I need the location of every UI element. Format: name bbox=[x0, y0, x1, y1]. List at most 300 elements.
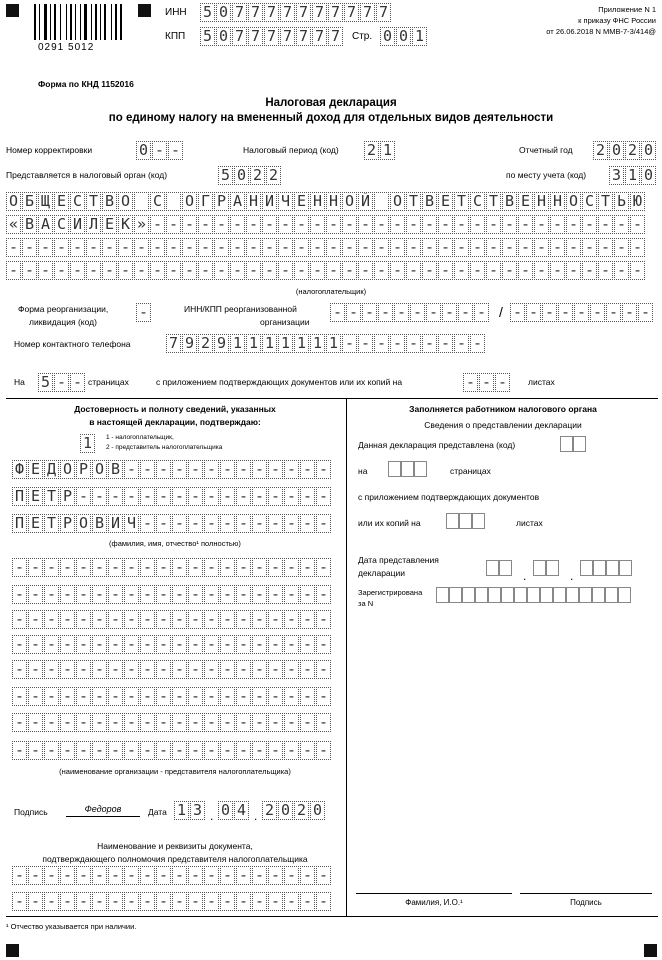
char-cell: - bbox=[454, 334, 469, 353]
phone-label: Номер контактного телефона bbox=[14, 339, 131, 349]
date-year-field[interactable] bbox=[262, 801, 326, 820]
char-cell: - bbox=[236, 892, 251, 911]
empty-cell bbox=[619, 560, 632, 576]
char-cell: - bbox=[204, 585, 219, 604]
signer-option-2: 2 - представитель налогоплательщика bbox=[106, 444, 223, 451]
char-cell: - bbox=[12, 866, 27, 885]
empty-cell bbox=[446, 513, 459, 529]
date-submit-label-2: декларации bbox=[358, 568, 406, 578]
char-cell: - bbox=[534, 261, 549, 280]
char-cell: - bbox=[300, 741, 315, 760]
taxpayer-row-3[interactable] bbox=[6, 238, 646, 257]
char-cell: - bbox=[330, 303, 345, 322]
char-cell: 0 bbox=[641, 166, 656, 185]
char-cell: - bbox=[558, 303, 573, 322]
char-cell: - bbox=[124, 660, 139, 679]
pages-field[interactable] bbox=[38, 373, 86, 392]
barcode-bar bbox=[70, 4, 72, 40]
char-cell: - bbox=[310, 238, 325, 257]
submit-day-field[interactable] bbox=[486, 560, 512, 576]
char-cell: - bbox=[60, 741, 75, 760]
char-cell: - bbox=[326, 215, 341, 234]
authority-field[interactable] bbox=[218, 166, 282, 185]
char-cell: - bbox=[76, 713, 91, 732]
char-cell: - bbox=[342, 334, 357, 353]
char-cell: - bbox=[470, 238, 485, 257]
char-cell: - bbox=[70, 373, 85, 392]
inn-field[interactable] bbox=[200, 3, 392, 22]
char-cell: - bbox=[60, 866, 75, 885]
empty-cell bbox=[546, 560, 559, 576]
char-cell: Е bbox=[54, 192, 69, 211]
char-cell: - bbox=[236, 687, 251, 706]
date-dot: . bbox=[210, 809, 214, 823]
char-cell: - bbox=[198, 215, 213, 234]
barcode-bar bbox=[84, 4, 87, 40]
char-cell: - bbox=[182, 261, 197, 280]
char-cell: - bbox=[214, 238, 229, 257]
char-cell: - bbox=[236, 514, 251, 533]
char-cell: - bbox=[12, 892, 27, 911]
kpp-field[interactable] bbox=[200, 27, 344, 46]
sign-label: Подпись bbox=[570, 898, 602, 907]
char-cell: - bbox=[378, 303, 393, 322]
empty-cell bbox=[436, 587, 449, 603]
char-cell: - bbox=[220, 610, 235, 629]
correction-field[interactable] bbox=[136, 141, 184, 160]
submitted-code-field[interactable] bbox=[560, 436, 586, 452]
char-cell: - bbox=[22, 238, 37, 257]
char-cell: - bbox=[172, 660, 187, 679]
char-cell: - bbox=[172, 687, 187, 706]
taxpayer-row-2[interactable] bbox=[6, 215, 646, 234]
char-cell: О bbox=[76, 514, 91, 533]
char-cell: - bbox=[92, 660, 107, 679]
char-cell: 7 bbox=[312, 3, 327, 22]
empty-cell bbox=[579, 587, 592, 603]
char-cell: - bbox=[134, 261, 149, 280]
char-cell bbox=[166, 192, 181, 211]
empty-cell bbox=[499, 560, 512, 576]
char-cell: - bbox=[54, 373, 69, 392]
char-cell: - bbox=[300, 558, 315, 577]
attach-sheets-field[interactable] bbox=[463, 373, 511, 392]
char-cell: О bbox=[342, 192, 357, 211]
char-cell: - bbox=[300, 713, 315, 732]
char-cell: - bbox=[124, 687, 139, 706]
char-cell: 4 bbox=[234, 801, 249, 820]
empty-cell bbox=[401, 461, 414, 477]
name-caption: (фамилия, имя, отчество¹ полностью) bbox=[109, 539, 241, 548]
doc-caption-2: подтверждающего полномочия представителя налогоплательщика bbox=[42, 854, 308, 864]
char-cell: - bbox=[284, 487, 299, 506]
char-cell: Б bbox=[22, 192, 37, 211]
char-cell: - bbox=[294, 261, 309, 280]
char-cell: - bbox=[390, 261, 405, 280]
char-cell: - bbox=[60, 585, 75, 604]
char-cell: - bbox=[172, 460, 187, 479]
char-cell: - bbox=[316, 713, 331, 732]
char-cell: - bbox=[284, 892, 299, 911]
date-dot: . bbox=[570, 569, 574, 583]
doc-row[interactable] bbox=[12, 892, 332, 911]
char-cell: - bbox=[76, 585, 91, 604]
char-cell: 7 bbox=[296, 3, 311, 22]
char-cell: - bbox=[140, 687, 155, 706]
char-cell: - bbox=[124, 741, 139, 760]
empty-cell bbox=[566, 587, 579, 603]
char-cell: - bbox=[220, 866, 235, 885]
char-cell: - bbox=[294, 238, 309, 257]
reorg-kpp-field[interactable] bbox=[510, 303, 654, 322]
char-cell: 0 bbox=[234, 166, 249, 185]
char-cell: - bbox=[316, 866, 331, 885]
char-cell: 1 bbox=[230, 334, 245, 353]
submit-month-field[interactable] bbox=[533, 560, 559, 576]
char-cell: - bbox=[470, 334, 485, 353]
char-cell: - bbox=[182, 215, 197, 234]
char-cell: - bbox=[108, 866, 123, 885]
corner-marker bbox=[644, 944, 657, 957]
char-cell: - bbox=[188, 866, 203, 885]
char-cell: - bbox=[156, 892, 171, 911]
char-cell: - bbox=[214, 261, 229, 280]
char-cell: 1 bbox=[625, 166, 640, 185]
empty-cell bbox=[462, 587, 475, 603]
page-label: Стр. bbox=[352, 31, 373, 42]
on-label: на bbox=[358, 466, 368, 476]
char-cell: 9 bbox=[214, 334, 229, 353]
char-cell: - bbox=[358, 334, 373, 353]
char-cell: - bbox=[76, 610, 91, 629]
reorg-inn-field[interactable] bbox=[330, 303, 490, 322]
char-cell: - bbox=[76, 635, 91, 654]
char-cell: - bbox=[566, 261, 581, 280]
char-cell: 7 bbox=[166, 334, 181, 353]
char-cell: - bbox=[268, 892, 283, 911]
signature-label: Подпись bbox=[14, 807, 48, 817]
char-cell: - bbox=[502, 261, 517, 280]
char-cell: 0 bbox=[216, 27, 231, 46]
char-cell: - bbox=[204, 635, 219, 654]
right-heading: Заполняется работником налогового органа bbox=[409, 404, 597, 414]
char-cell: - bbox=[156, 487, 171, 506]
char-cell: - bbox=[550, 261, 565, 280]
char-cell: - bbox=[374, 215, 389, 234]
char-cell: - bbox=[252, 635, 267, 654]
char-cell: « bbox=[6, 215, 21, 234]
doc-caption-1: Наименование и реквизиты документа, bbox=[97, 841, 253, 851]
char-cell: » bbox=[134, 215, 149, 234]
reg-number-field[interactable] bbox=[436, 587, 631, 603]
char-cell: - bbox=[284, 713, 299, 732]
char-cell: - bbox=[102, 261, 117, 280]
char-cell: - bbox=[566, 215, 581, 234]
char-cell: - bbox=[12, 660, 27, 679]
year-field[interactable] bbox=[593, 141, 657, 160]
char-cell: Т bbox=[454, 192, 469, 211]
char-cell: - bbox=[188, 460, 203, 479]
char-cell: - bbox=[300, 892, 315, 911]
char-cell: - bbox=[550, 238, 565, 257]
char-cell: - bbox=[118, 261, 133, 280]
char-cell: О bbox=[390, 192, 405, 211]
char-cell: 1 bbox=[310, 334, 325, 353]
right-pages-field[interactable] bbox=[388, 461, 427, 477]
char-cell: 7 bbox=[296, 27, 311, 46]
signature-line bbox=[66, 816, 140, 817]
char-cell: 3 bbox=[609, 166, 624, 185]
char-cell: - bbox=[166, 215, 181, 234]
taxpayer-row-1[interactable] bbox=[6, 192, 646, 211]
char-cell: Ф bbox=[12, 460, 27, 479]
char-cell: - bbox=[614, 215, 629, 234]
char-cell: В bbox=[502, 192, 517, 211]
char-cell: - bbox=[166, 261, 181, 280]
authority-label: Представляется в налоговый орган (код) bbox=[6, 170, 168, 180]
char-cell: - bbox=[156, 660, 171, 679]
empty-cell bbox=[573, 436, 586, 452]
rep-org-row[interactable] bbox=[12, 558, 332, 577]
char-cell: - bbox=[22, 261, 37, 280]
signature-value: Федоров bbox=[84, 804, 122, 814]
char-cell: - bbox=[470, 215, 485, 234]
char-cell: - bbox=[76, 741, 91, 760]
rep-org-row[interactable] bbox=[12, 635, 332, 654]
char-cell: П bbox=[12, 487, 27, 506]
char-cell: - bbox=[406, 261, 421, 280]
char-cell: 5 bbox=[38, 373, 53, 392]
char-cell: - bbox=[284, 558, 299, 577]
char-cell: - bbox=[28, 892, 43, 911]
char-cell: Л bbox=[86, 215, 101, 234]
char-cell: - bbox=[310, 215, 325, 234]
char-cell: Т bbox=[44, 487, 59, 506]
submitted-label: Данная декларация представлена (код) bbox=[358, 440, 516, 450]
char-cell: 0 bbox=[136, 141, 151, 160]
inn-label: ИНН bbox=[165, 7, 187, 18]
reorg-inn-label-2: организации bbox=[260, 317, 310, 327]
rep-org-row[interactable] bbox=[12, 585, 332, 604]
barcode-number: 0291 5012 bbox=[38, 42, 95, 53]
char-cell: - bbox=[638, 303, 653, 322]
char-cell: - bbox=[60, 558, 75, 577]
char-cell: - bbox=[38, 238, 53, 257]
char-cell: И bbox=[70, 215, 85, 234]
char-cell: - bbox=[172, 585, 187, 604]
char-cell: - bbox=[316, 460, 331, 479]
corner-marker bbox=[6, 4, 19, 17]
char-cell: - bbox=[12, 585, 27, 604]
location-field[interactable] bbox=[609, 166, 657, 185]
copies-label: или их копий на bbox=[358, 518, 421, 528]
char-cell: - bbox=[252, 610, 267, 629]
page-number-field[interactable] bbox=[380, 27, 428, 46]
rep-org-row[interactable] bbox=[12, 660, 332, 679]
char-cell: В bbox=[108, 460, 123, 479]
signer-code-field[interactable] bbox=[80, 434, 96, 453]
char-cell: - bbox=[220, 460, 235, 479]
char-cell: 3 bbox=[190, 801, 205, 820]
char-cell: - bbox=[502, 238, 517, 257]
char-cell: - bbox=[108, 713, 123, 732]
char-cell: - bbox=[140, 460, 155, 479]
char-cell: - bbox=[390, 238, 405, 257]
char-cell: - bbox=[278, 215, 293, 234]
char-cell: О bbox=[60, 460, 75, 479]
slash-separator: / bbox=[499, 304, 503, 320]
empty-cell bbox=[606, 560, 619, 576]
char-cell: Й bbox=[358, 192, 373, 211]
barcode-bar bbox=[95, 4, 97, 40]
char-cell: - bbox=[300, 635, 315, 654]
char-cell: - bbox=[294, 215, 309, 234]
char-cell: - bbox=[252, 487, 267, 506]
char-cell: - bbox=[172, 514, 187, 533]
char-cell: - bbox=[140, 660, 155, 679]
char-cell: - bbox=[278, 261, 293, 280]
char-cell: Р bbox=[214, 192, 229, 211]
char-cell: 7 bbox=[280, 27, 295, 46]
char-cell: - bbox=[60, 610, 75, 629]
char-cell: Р bbox=[76, 460, 91, 479]
patronymic-field[interactable] bbox=[12, 514, 332, 533]
char-cell: - bbox=[495, 373, 510, 392]
taxpayer-row-4[interactable] bbox=[6, 261, 646, 280]
char-cell: - bbox=[44, 558, 59, 577]
char-cell: - bbox=[44, 635, 59, 654]
rep-org-row[interactable] bbox=[12, 741, 332, 760]
barcode-bar bbox=[104, 4, 106, 40]
char-cell: - bbox=[188, 610, 203, 629]
char-cell: - bbox=[252, 687, 267, 706]
char-cell: - bbox=[198, 238, 213, 257]
empty-cell bbox=[553, 587, 566, 603]
char-cell: - bbox=[246, 215, 261, 234]
char-cell: - bbox=[326, 238, 341, 257]
char-cell: - bbox=[630, 238, 645, 257]
appendix-line-1: Приложение N 1 bbox=[598, 5, 656, 14]
char-cell: С bbox=[470, 192, 485, 211]
char-cell: - bbox=[44, 610, 59, 629]
char-cell: - bbox=[463, 373, 478, 392]
char-cell: - bbox=[12, 558, 27, 577]
char-cell: - bbox=[566, 238, 581, 257]
char-cell: 7 bbox=[312, 27, 327, 46]
char-cell: - bbox=[140, 610, 155, 629]
doc-row[interactable] bbox=[12, 866, 332, 885]
reorg-code-field[interactable] bbox=[136, 303, 152, 322]
char-cell: 7 bbox=[376, 3, 391, 22]
char-cell: - bbox=[188, 635, 203, 654]
left-heading-1: Достоверность и полноту сведений, указанных bbox=[74, 404, 276, 414]
char-cell: - bbox=[44, 866, 59, 885]
char-cell: 0 bbox=[278, 801, 293, 820]
rep-org-row[interactable] bbox=[12, 713, 332, 732]
signer-option-1: 1 - налогоплательщик, bbox=[106, 434, 174, 441]
char-cell: - bbox=[92, 866, 107, 885]
char-cell: - bbox=[268, 610, 283, 629]
char-cell: - bbox=[140, 585, 155, 604]
char-cell: - bbox=[140, 558, 155, 577]
char-cell: - bbox=[252, 660, 267, 679]
char-cell: - bbox=[70, 238, 85, 257]
title-line-2: по единому налогу на вмененный доход для отдельных видов деятельности bbox=[108, 112, 554, 124]
char-cell: - bbox=[374, 238, 389, 257]
char-cell: Р bbox=[60, 514, 75, 533]
barcode-bar bbox=[66, 4, 67, 40]
char-cell: - bbox=[124, 635, 139, 654]
char-cell: - bbox=[204, 610, 219, 629]
char-cell: 9 bbox=[182, 334, 197, 353]
char-cell: Т bbox=[598, 192, 613, 211]
char-cell: - bbox=[316, 585, 331, 604]
date-day-field[interactable] bbox=[174, 801, 206, 820]
char-cell: - bbox=[534, 238, 549, 257]
char-cell: - bbox=[510, 303, 525, 322]
char-cell: 2 bbox=[593, 141, 608, 160]
char-cell: 1 bbox=[412, 27, 427, 46]
empty-cell bbox=[501, 587, 514, 603]
char-cell: - bbox=[188, 660, 203, 679]
char-cell: О bbox=[182, 192, 197, 211]
rep-org-caption: (наименование организации - представителя налогоплательщика) bbox=[59, 767, 291, 776]
last-name-field[interactable] bbox=[12, 460, 332, 479]
right-copies-field[interactable] bbox=[446, 513, 485, 529]
char-cell: - bbox=[422, 261, 437, 280]
reorg-inn-label-1: ИНН/КПП реорганизованной bbox=[184, 304, 297, 314]
rep-org-row[interactable] bbox=[12, 610, 332, 629]
empty-cell bbox=[540, 587, 553, 603]
char-cell: - bbox=[156, 866, 171, 885]
char-cell: - bbox=[300, 460, 315, 479]
char-cell: 7 bbox=[328, 27, 343, 46]
char-cell: - bbox=[204, 892, 219, 911]
char-cell: - bbox=[300, 660, 315, 679]
char-cell: 2 bbox=[262, 801, 277, 820]
char-cell: - bbox=[284, 460, 299, 479]
reg-label-2: за N bbox=[358, 599, 374, 608]
char-cell: - bbox=[230, 238, 245, 257]
char-cell: - bbox=[6, 261, 21, 280]
period-field[interactable] bbox=[364, 141, 396, 160]
char-cell: - bbox=[28, 585, 43, 604]
appendix-line-2: к приказу ФНС России bbox=[578, 16, 656, 25]
char-cell: - bbox=[236, 660, 251, 679]
char-cell: - bbox=[422, 238, 437, 257]
char-cell: 2 bbox=[625, 141, 640, 160]
char-cell: - bbox=[188, 585, 203, 604]
char-cell: - bbox=[108, 687, 123, 706]
char-cell: - bbox=[316, 660, 331, 679]
char-cell: - bbox=[284, 514, 299, 533]
char-cell: - bbox=[204, 687, 219, 706]
first-name-field[interactable] bbox=[12, 487, 332, 506]
char-cell: - bbox=[342, 215, 357, 234]
rep-org-row[interactable] bbox=[12, 687, 332, 706]
char-cell: 0 bbox=[380, 27, 395, 46]
char-cell: - bbox=[390, 215, 405, 234]
char-cell: - bbox=[214, 215, 229, 234]
submit-year-field[interactable] bbox=[580, 560, 632, 576]
char-cell: - bbox=[518, 238, 533, 257]
appendix-line-3: от 26.06.2018 N ММВ-7-3/414@ bbox=[546, 27, 656, 36]
char-cell: - bbox=[140, 713, 155, 732]
char-cell: 0 bbox=[216, 3, 231, 22]
char-cell: - bbox=[426, 303, 441, 322]
date-month-field[interactable] bbox=[218, 801, 250, 820]
phone-field[interactable] bbox=[166, 334, 486, 353]
